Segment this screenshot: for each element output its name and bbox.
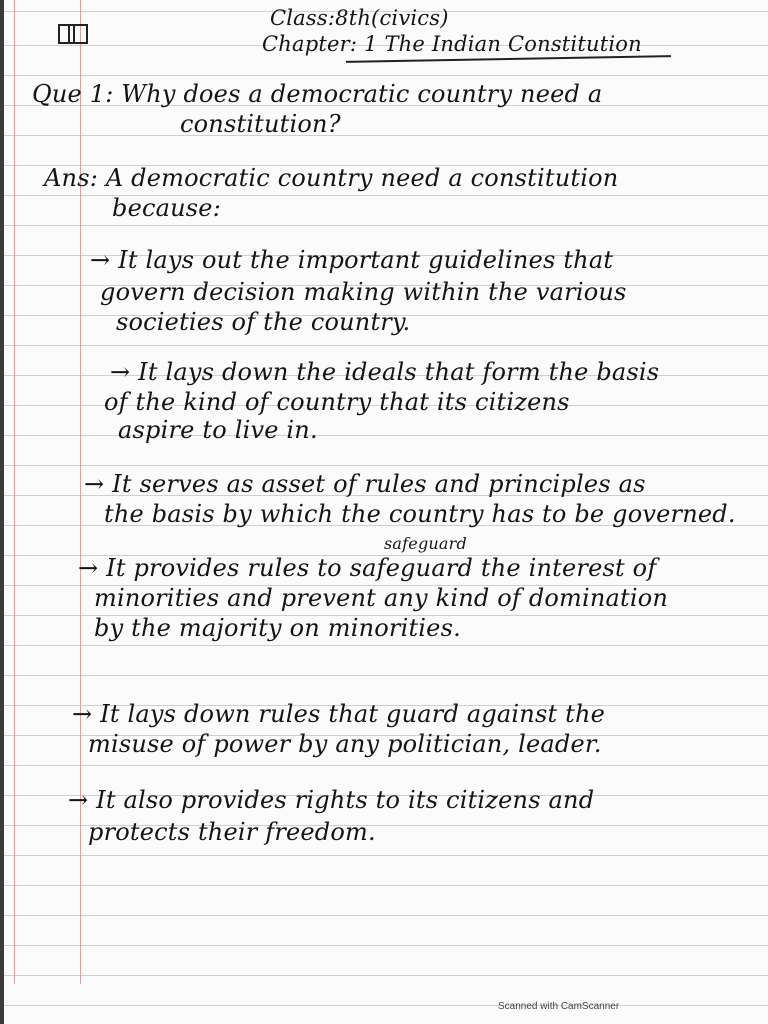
point-2-line-2: of the kind of country that its citizens	[104, 388, 570, 416]
point-2-line-3: aspire to live in.	[118, 416, 318, 444]
answer-line-2: because:	[112, 194, 221, 222]
point-1-line-3: societies of the country.	[116, 308, 411, 336]
page-edge	[0, 0, 4, 1024]
point-1-line-2: govern decision making within the various	[100, 278, 627, 306]
class-heading: Class:8th(civics)	[270, 6, 449, 30]
question-line-2: constitution?	[180, 110, 341, 138]
margin-line-right	[80, 0, 81, 984]
point-4-line-3: by the majority on minorities.	[94, 614, 461, 642]
roman-two-box-icon	[58, 24, 88, 44]
point-4-line-1: → It provides rules to safeguard the interest of	[78, 554, 657, 582]
point-1-line-1: → It lays out the important guidelines that	[90, 246, 614, 274]
point-6-line-2: protects their freedom.	[88, 818, 376, 846]
point-3-line-2: the basis by which the country has to be governed.	[104, 500, 736, 528]
point-4-line-2: minorities and prevent any kind of domination	[94, 584, 669, 612]
answer-line-1: Ans: A democratic country need a constitution	[44, 164, 619, 192]
point-3-line-1: → It serves as asset of rules and principles as	[84, 470, 646, 498]
chapter-heading: Chapter: 1 The Indian Constitution	[262, 32, 642, 56]
scanner-watermark: Scanned with CamScanner	[498, 1001, 620, 1012]
insertion-safeguard: safeguard	[384, 534, 467, 553]
point-2-line-1: → It lays down the ideals that form the basis	[110, 358, 660, 386]
question-line-1: Que 1: Why does a democratic country need a	[32, 80, 603, 108]
point-5-line-2: misuse of power by any politician, leader.	[88, 730, 602, 758]
margin-line-left	[14, 0, 15, 984]
point-5-line-1: → It lays down rules that guard against the	[72, 700, 606, 728]
point-6-line-1: → It also provides rights to its citizens and	[68, 786, 595, 814]
